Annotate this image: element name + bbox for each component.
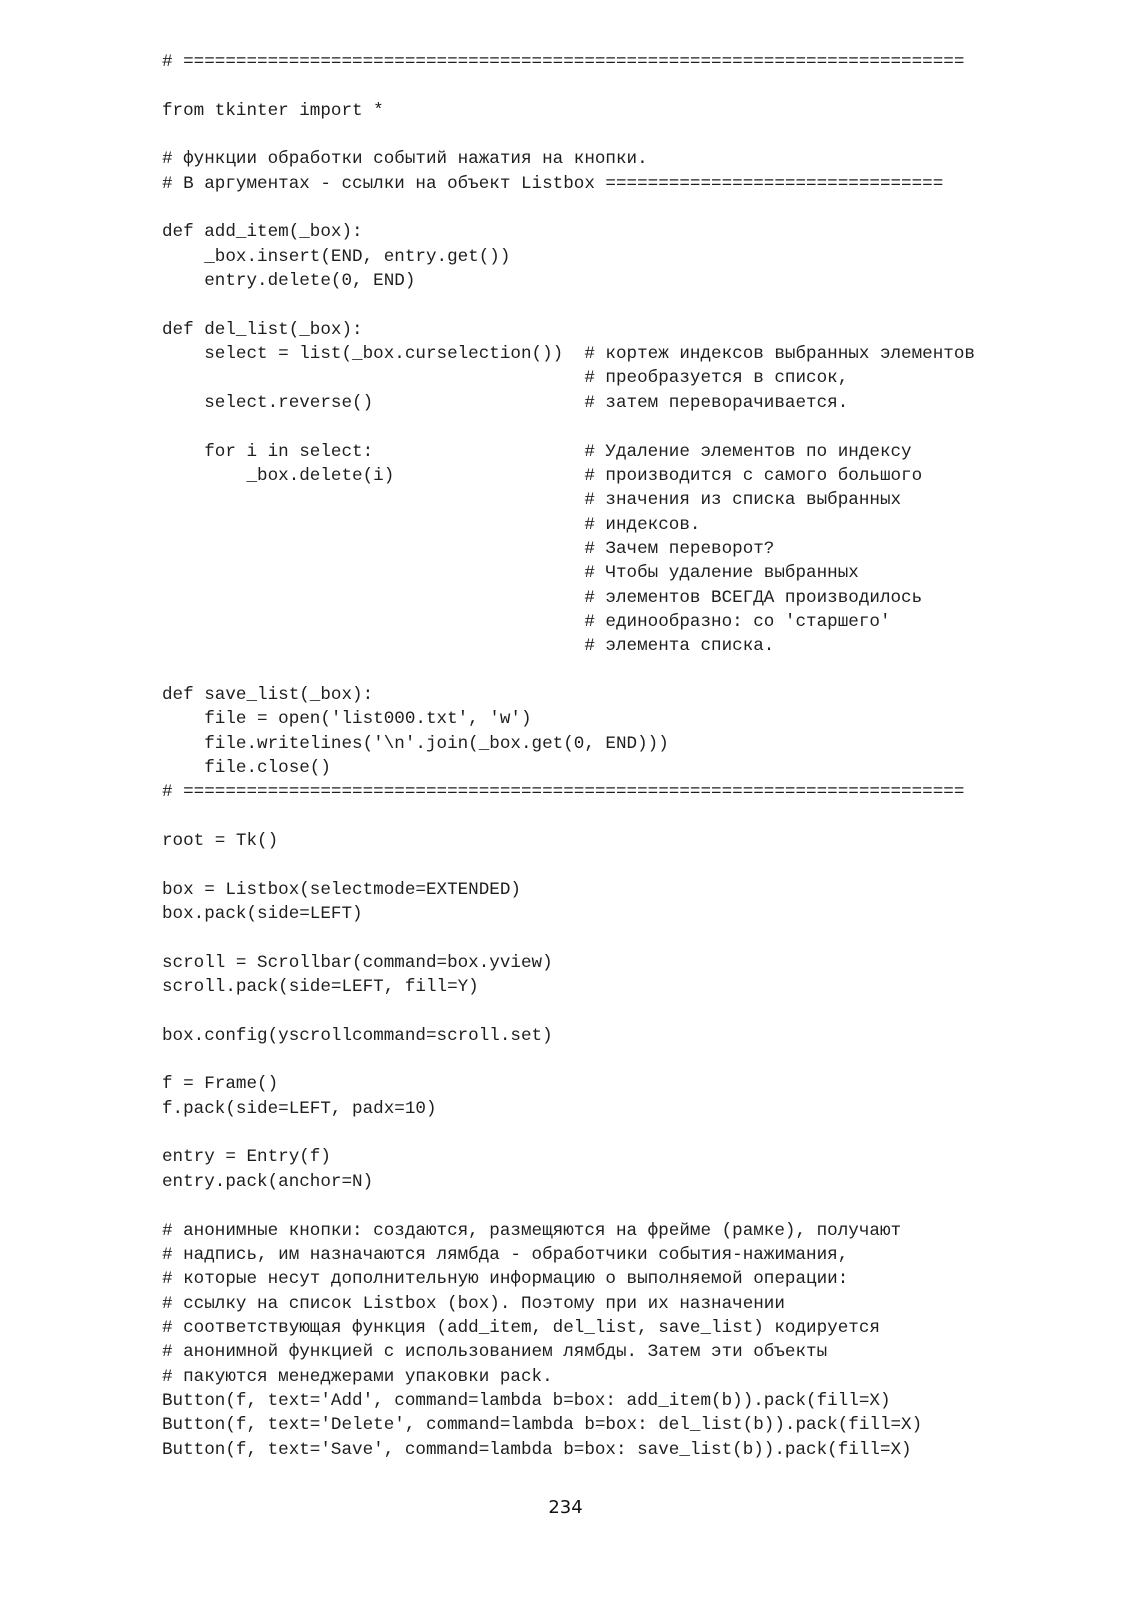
code-line: entry.delete(0, END)	[162, 271, 416, 292]
code-line: scroll = Scrollbar(command=box.yview)	[162, 952, 553, 973]
code-line	[162, 1048, 1102, 1072]
code-line: # единообразно: со 'старшего'	[162, 611, 891, 632]
code-line: # анонимные кнопки: создаются, размещяются на фрейме (рамке), получают	[162, 1220, 902, 1241]
code-line: file.close()	[162, 757, 331, 778]
code-line: f = Frame()	[162, 1074, 279, 1095]
code-line: box.pack(side=LEFT)	[162, 904, 363, 925]
code-line: # анонимной функцией с использованием лямбды. Затем эти объекты	[162, 1342, 828, 1363]
code-line: Button(f, text='Add', command=lambda b=box: add_item(b)).pack(fill=X)	[162, 1390, 891, 1411]
code-line	[162, 74, 1102, 98]
code-line: # пакуются менеджерами упаковки pack.	[162, 1366, 553, 1387]
code-line: # ==========================================================================	[162, 52, 965, 72]
code-line: # индексов.	[162, 514, 701, 535]
code-line	[162, 196, 1102, 220]
code-line: # ==========================================================================	[162, 782, 965, 803]
code-line	[162, 1121, 1102, 1145]
code-line: # Зачем переворот?	[162, 538, 775, 559]
code-line: root = Tk()	[162, 831, 279, 851]
code-line	[162, 853, 1102, 877]
code-line	[162, 805, 1102, 829]
code-line: # элемента списка.	[162, 636, 775, 657]
code-line: # ссылку на список Listbox (box). Поэтому при их назначении	[162, 1293, 785, 1314]
code-line: select.reverse() # затем переворачивается.	[162, 392, 849, 413]
code-line	[162, 415, 1102, 439]
code-line: entry = Entry(f)	[162, 1147, 331, 1168]
code-line: # элементов ВСЕГДА производилось	[162, 587, 923, 608]
code-line	[162, 659, 1102, 683]
code-line: # В аргументах - ссылки на объект Listbox ================================	[162, 173, 944, 194]
code-line: Button(f, text='Save', command=lambda b=box: save_list(b)).pack(fill=X)	[162, 1439, 912, 1460]
code-line: # Чтобы удаление выбранных	[162, 563, 859, 584]
code-line: for i in select: # Удаление элементов по индексу	[162, 441, 912, 462]
code-line	[162, 1194, 1102, 1218]
code-line: # надпись, им назначаются лямбда - обработчики события-нажимания,	[162, 1244, 849, 1265]
code-line: box.config(yscrollcommand=scroll.set)	[162, 1025, 553, 1046]
code-line: _box.insert(END, entry.get())	[162, 246, 511, 267]
code-line: # которые несут дополнительную информацию о выполняемой операции:	[162, 1269, 849, 1290]
code-line: select = list(_box.curselection()) # кортеж индексов выбранных элементов	[162, 344, 975, 365]
code-line	[162, 123, 1102, 147]
code-line: # соответствующая функция (add_item, del_list, save_list) кодируется	[162, 1317, 880, 1338]
code-line: Button(f, text='Delete', command=lambda b=box: del_list(b)).pack(fill=X)	[162, 1415, 923, 1436]
code-line: file = open('list000.txt', 'w')	[162, 709, 532, 730]
code-line: def save_list(_box):	[162, 684, 374, 705]
code-line: def add_item(_box):	[162, 222, 363, 243]
code-line: scroll.pack(side=LEFT, fill=Y)	[162, 977, 479, 998]
code-line: # функции обработки событий нажатия на кнопки.	[162, 149, 648, 170]
code-line: # значения из списка выбранных	[162, 490, 902, 511]
code-line: entry.pack(anchor=N)	[162, 1171, 374, 1192]
page-number: 234	[548, 1497, 583, 1518]
code-listing	[162, 50, 1102, 1462]
code-line: file.writelines('\n'.join(_box.get(0, END)))	[162, 733, 669, 754]
code-line: box = Listbox(selectmode=EXTENDED)	[162, 879, 521, 900]
code-line	[162, 999, 1102, 1023]
code-line: # преобразуется в список,	[162, 368, 849, 389]
code-line	[162, 926, 1102, 950]
code-line: def del_list(_box):	[162, 319, 363, 340]
code-line: _box.delete(i) # производится с самого большого	[162, 465, 923, 486]
code-line: from tkinter import *	[162, 100, 384, 121]
code-line: f.pack(side=LEFT, padx=10)	[162, 1098, 437, 1119]
code-line	[162, 293, 1102, 317]
